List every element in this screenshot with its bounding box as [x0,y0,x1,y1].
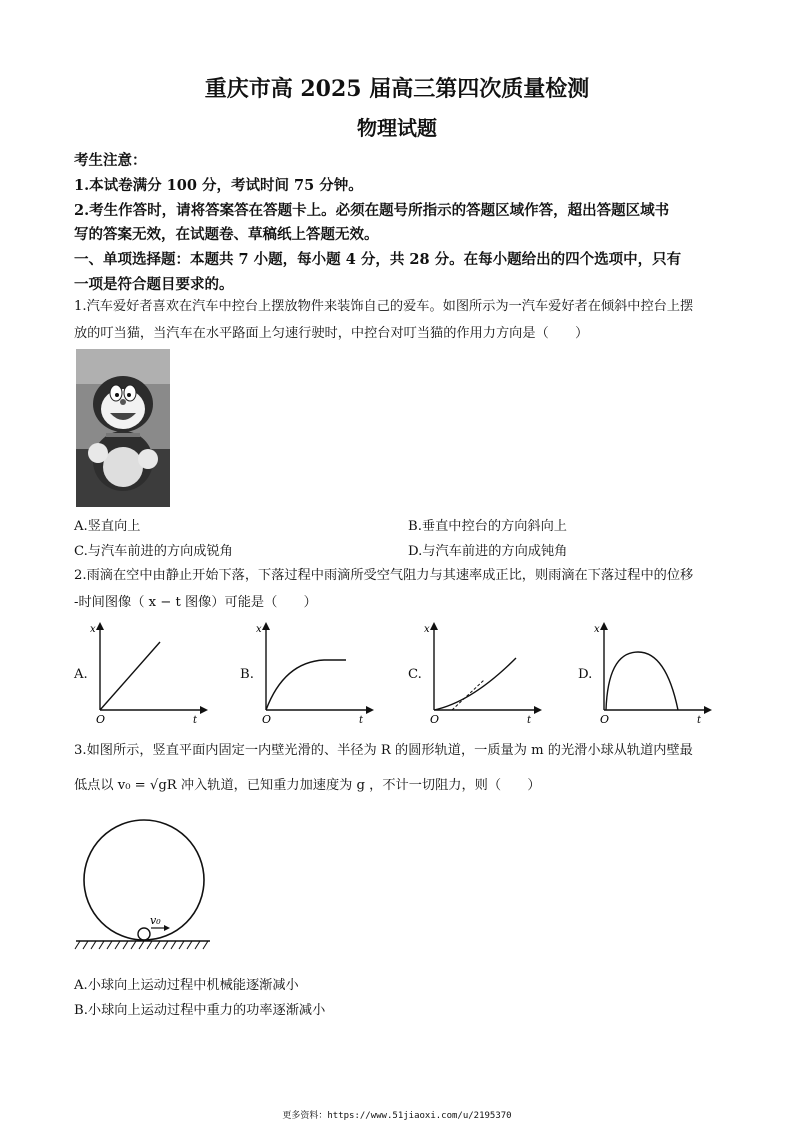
q3-line1: 3.如图所示，竖直平面内固定一内壁光滑的、半径为 R 的圆形轨道，一质量为 m 的光滑小球从轨道内壁最 [74,743,693,758]
q2-option-a-label: A. [74,667,88,682]
q2-graph-b-origin: O [262,713,272,725]
q2-stem [74,562,726,616]
q2-graph-d-xlabel: t [697,715,702,725]
q2-graph-a-origin: O [96,713,106,725]
q1-option-b: B.垂直中控台的方向斜向上 [408,519,567,534]
q2-graph-d [592,620,712,725]
q1-line2: 放的叮当猫，当汽车在水平路面上匀速行驶时，中控台对叮当猫的作用力方向是（ ） [74,326,589,341]
q1-line1: 1.汽车爱好者喜欢在汽车中控台上摆放物件来装饰自己的爱车。如图所示为一汽车爱好者在倾斜中控台上摆 [74,299,694,314]
section1-line1: 一、单项选择题：本题共 7 小题，每小题 4 分，共 28 分。在每小题给出的四个选项中，只有 [74,251,682,268]
q2-line1: 2.雨滴在空中由静止开始下落，下落过程中雨滴所受空气阻力与其速率成正比，则雨滴在下落过程中的位移 [74,568,694,583]
q3-option-b: B.小球向上运动过程中重力的功率逐渐减小 [74,1003,326,1018]
exam-title: 重庆市高 2025 届高三第四次质量检测 [204,76,590,102]
q2-graph-c-xlabel: t [527,715,532,725]
exam-subtitle: 物理试题 [357,116,437,140]
notes-item-1: 1.本试卷满分 100 分，考试时间 75 分钟。 [74,177,363,194]
q3-circular-track-diagram [74,818,214,958]
notes-item-3: 写的答案无效，在试题卷、草稿纸上答题无效。 [74,226,379,243]
q2-option-b-label: B. [240,667,254,682]
q2-graph-a [88,620,208,725]
notes-item-2: 2.考生作答时，请将答案答在答题卡上。必须在题号所指示的答题区域作答，超出答题区域书 [74,202,670,219]
ball-icon [138,928,150,940]
q2-graph-c [422,620,542,725]
section1-line2: 一项是符合题目要求的。 [74,276,234,293]
q1-option-c: C.与汽车前进的方向成锐角 [74,544,233,559]
q3-stem [74,737,726,799]
q2-graph-c-origin: O [430,713,440,725]
q3-line2: 低点以 v₀ = √gR 冲入轨道，已知重力加速度为 g ，不计一切阻力，则（ ） [74,778,541,793]
q1-stem [74,293,726,347]
q2-line2: -时间图像（ x − t 图像）可能是（ ） [74,595,317,610]
footer-resource-link: 更多资料：https://www.51jiaoxi.com/u/2195370 [282,1111,512,1121]
q2-graph-b-ylabel: x [256,624,262,635]
q1-option-a: A.竖直向上 [74,519,141,534]
q2-option-c-label: C. [408,667,422,682]
q2-graph-d-origin: O [600,713,610,725]
q2-graph-c-ylabel: x [424,624,430,635]
q2-graph-a-xlabel: t [193,715,198,725]
q3-velocity-label: v₀ [150,914,161,927]
doraemon-photo [76,349,170,507]
q1-option-d: D.与汽车前进的方向成钝角 [408,544,568,559]
q2-graph-b-xlabel: t [359,715,364,725]
q2-graph-b [254,620,374,725]
doraemon-illustration [76,349,170,507]
q2-graph-d-ylabel: x [594,624,600,635]
q2-graph-a-ylabel: x [90,624,96,635]
q2-option-d-label: D. [578,667,593,682]
notes-heading: 考生注意： [74,152,147,169]
q3-option-a: A.小球向上运动过程中机械能逐渐减小 [74,978,299,993]
